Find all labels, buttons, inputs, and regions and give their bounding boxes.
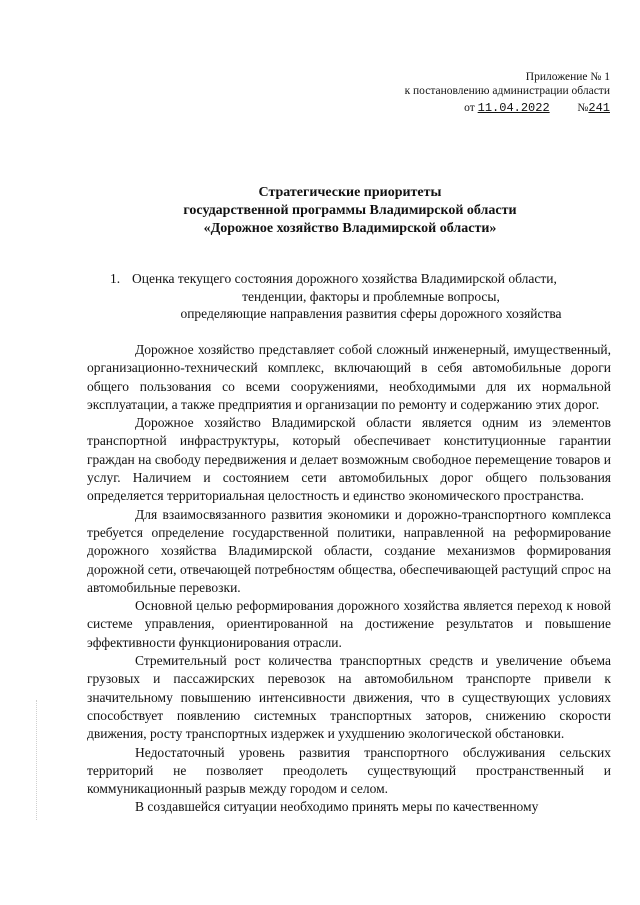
section-number: 1.	[110, 271, 121, 286]
section-heading-line-3: определяющие направления развития сферы дорожного хозяйства	[180, 306, 562, 321]
paragraph: Недостаточный уровень развития транспортного обслуживания сельских территорий не позволяет преодолеть существующий пространственный и коммуникационный разрыв между городом и селом.	[87, 744, 611, 797]
number-prefix: №	[577, 102, 589, 114]
body-text	[87, 341, 611, 817]
appendix-date-line	[405, 101, 610, 115]
appendix-title: Приложение № 1	[525, 71, 610, 83]
title-line-2: государственной программы Владимирской области	[183, 203, 517, 218]
date-prefix: от	[464, 102, 475, 114]
title-line-3: «Дорожное хозяйство Владимирской области»	[203, 221, 497, 236]
section-heading-line-2: тенденции, факторы и проблемные вопросы,	[242, 288, 500, 304]
paragraph: Дорожное хозяйство Владимирской области является одним из элементов транспортной инфраструктуры, который обеспечивает конституционные гарантии граждан на свободу передвижения и делает возможным свободное перемещение товаров и услуг. Наличием и состоянием сети автомобильных дорог общего пользования определяется территориальная целостность и единство экономического пространства.	[87, 415, 611, 504]
paragraph: Основной целью реформирования дорожного хозяйства является переход к новой системе управления, ориентированной на достижение результатов и повышение эффективности функционирования отрасли.	[87, 598, 611, 650]
resolution-number: 241	[588, 101, 610, 115]
paragraph: Для взаимосвязанного развития экономики и дорожно-транспортного комплекса требуется определение государственной политики, направленной на реформирование дорожного хозяйства Владимирской области, создание механизмов формирования дорожной сети, отвечающей потребностям общества, обеспечивающей растущий спрос на автомобильные перевозки.	[87, 506, 611, 595]
section-heading	[110, 270, 610, 323]
appendix-resolution: к постановлению администрации области	[404, 85, 610, 97]
document-title	[100, 184, 600, 238]
scan-margin-mark	[36, 700, 38, 820]
appendix-block	[405, 70, 610, 115]
resolution-date: 11.04.2022	[477, 101, 550, 115]
title-line-1: Стратегические приоритеты	[258, 185, 442, 200]
paragraph: В создавшейся ситуации необходимо принять меры по качественному	[135, 799, 539, 815]
paragraph: Дорожное хозяйство представляет собой сложный инженерный, имущественный, организационно-технический комплекс, включающий в себя автомобильные дороги общего пользования со всеми сооружениями, необходимыми для их нормальной эксплуатации, а также предприятия и организации по ремонту и содержанию этих дорог.	[87, 342, 611, 412]
section-heading-line-1: Оценка текущего состояния дорожного хозяйства Владимирской области,	[132, 271, 557, 286]
paragraph: Стремительный рост количества транспортных средств и увеличение объема грузовых и пассажирских перевозок на автомобильном транспорте привели к значительному повышению интенсивности движения, что в существующих условиях способствует появлению системных транспортных заторов, снижению скорости движения, росту транспортных издержек и ухудшению экологической обстановки.	[87, 653, 611, 742]
